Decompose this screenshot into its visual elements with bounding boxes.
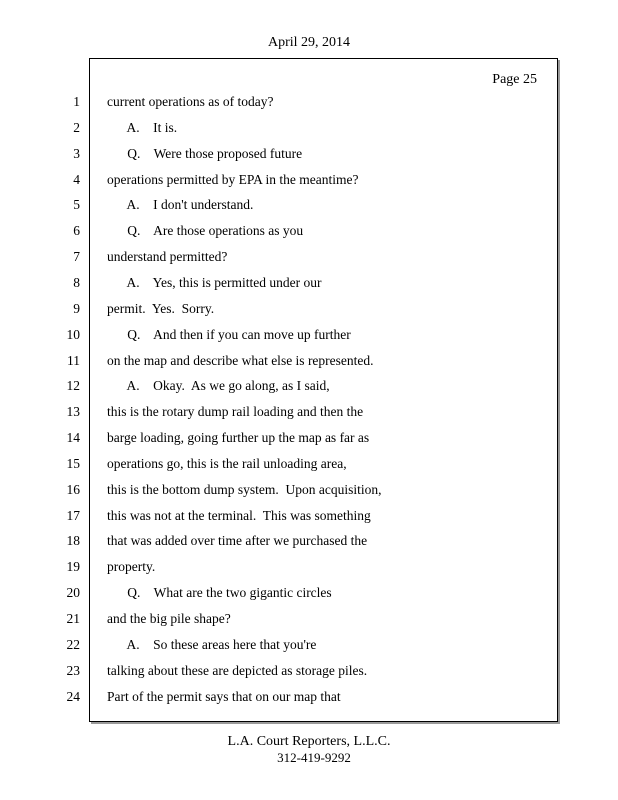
line-text: talking about these are depicted as storage piles. xyxy=(107,662,368,678)
line-text: and the big pile shape? xyxy=(107,611,231,626)
line-number: 10 xyxy=(66,326,80,342)
line-number: 19 xyxy=(66,559,80,575)
transcript-line xyxy=(0,120,560,140)
line-number: 2 xyxy=(73,119,80,135)
line-text: property. xyxy=(107,559,156,575)
transcript-line xyxy=(0,585,560,605)
page-number: Page 25 xyxy=(492,72,537,87)
line-number: 14 xyxy=(66,430,80,446)
transcript-line xyxy=(0,482,560,502)
footer-phone: 312-419-9292 xyxy=(277,750,351,765)
line-number: 4 xyxy=(73,171,80,187)
line-text: current operations as of today? xyxy=(107,94,274,109)
line-number: 7 xyxy=(73,249,80,265)
transcript-line xyxy=(0,172,560,192)
transcript-line xyxy=(0,94,560,114)
line-text: that was added over time after we purchased the xyxy=(107,533,368,549)
line-text: operations permitted by EPA in the meantime? xyxy=(107,171,359,187)
transcript-line xyxy=(0,533,560,553)
line-number: 15 xyxy=(66,455,80,471)
transcript-line xyxy=(0,456,560,476)
line-number: 3 xyxy=(73,145,80,161)
line-number: 1 xyxy=(73,94,80,109)
transcript-line xyxy=(0,327,560,347)
line-number: 9 xyxy=(73,300,80,316)
line-text: Q. Are those operations as you xyxy=(107,223,304,239)
line-number: 12 xyxy=(66,378,80,394)
line-number: 24 xyxy=(66,688,80,704)
transcript-line xyxy=(0,430,560,450)
transcript-line xyxy=(0,559,560,579)
transcript-line xyxy=(0,637,560,657)
line-text: understand permitted? xyxy=(107,249,228,265)
line-number: 22 xyxy=(66,636,80,652)
header-date: April 29, 2014 xyxy=(267,35,351,50)
line-number: 18 xyxy=(66,533,80,549)
transcript-line xyxy=(0,378,560,398)
line-number: 20 xyxy=(66,585,80,601)
transcript-line xyxy=(0,404,560,424)
transcript-line xyxy=(0,353,560,373)
line-text: A. It is. xyxy=(107,119,178,135)
line-number: 16 xyxy=(66,481,80,497)
transcript-line xyxy=(0,275,560,295)
line-text: permit. Yes. Sorry. xyxy=(107,300,215,316)
transcript-line xyxy=(0,249,560,269)
line-number: 13 xyxy=(66,404,80,420)
transcript-line xyxy=(0,663,560,683)
line-text: on the map and describe what else is represented. xyxy=(107,352,374,368)
line-number: 21 xyxy=(66,611,80,626)
line-number: 11 xyxy=(67,352,80,368)
line-text: A. Yes, this is permitted under our xyxy=(107,274,322,290)
line-text: Part of the permit says that on our map that xyxy=(107,688,341,704)
line-number: 8 xyxy=(73,274,80,290)
line-text: A. Okay. As we go along, as I said, xyxy=(107,378,330,394)
transcript-line xyxy=(0,197,560,217)
transcript-line xyxy=(0,611,560,631)
line-number: 17 xyxy=(66,507,80,523)
line-text: operations go, this is the rail unloading area, xyxy=(107,455,347,471)
line-text: this is the rotary dump rail loading and then the xyxy=(107,404,364,420)
transcript-line xyxy=(0,146,560,166)
footer-company: L.A. Court Reporters, L.L.C. xyxy=(227,734,391,749)
line-number: 5 xyxy=(73,197,80,213)
line-text: this was not at the terminal. This was something xyxy=(107,507,371,523)
line-text: A. So these areas here that you're xyxy=(107,636,317,652)
line-text: Q. What are the two gigantic circles xyxy=(107,585,332,601)
line-text: barge loading, going further up the map as far as xyxy=(107,430,370,446)
line-text: Q. And then if you can move up further xyxy=(107,326,351,342)
transcript-line xyxy=(0,508,560,528)
line-number: 23 xyxy=(66,662,80,678)
line-number: 6 xyxy=(73,223,80,239)
line-text: this is the bottom dump system. Upon acquisition, xyxy=(107,481,382,497)
transcript-line xyxy=(0,223,560,243)
line-text: A. I don't understand. xyxy=(107,197,254,213)
transcript-line xyxy=(0,689,560,709)
line-text: Q. Were those proposed future xyxy=(107,145,303,161)
transcript-line xyxy=(0,301,560,321)
